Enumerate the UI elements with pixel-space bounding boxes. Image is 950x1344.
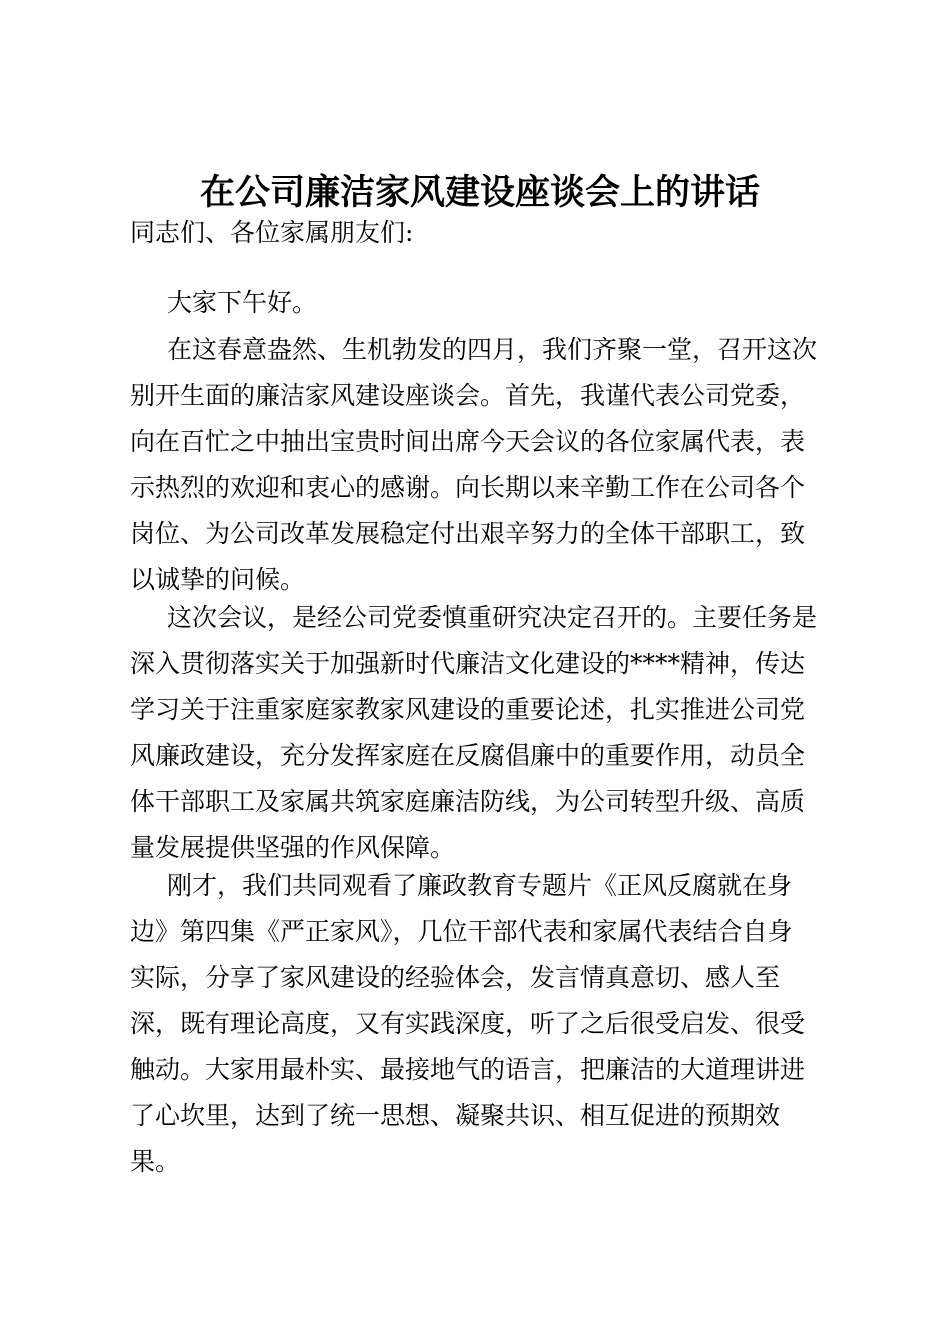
paragraph-3 [130,595,830,871]
paragraph-line: 别开生面的廉洁家风建设座谈会。首先，我谨代表公司党委， [130,381,806,410]
paragraph-line: 果。 [130,1147,181,1176]
paragraph-line: 了心坎里，达到了统一思想、凝聚共识、相互促进的预期效 [130,1101,781,1130]
paragraph-line: 刚才，我们共同观看了廉政教育专题片《正风反腐就在身 [167,871,793,900]
paragraph-line: 大家下午好。 [167,288,318,317]
paragraph-line: 这次会议，是经公司党委慎重研究决定召开的。主要任务是 [167,603,818,632]
paragraph-line: 岗位、为公司改革发展稳定付出艰辛努力的全体干部职工，致 [130,519,806,548]
paragraph-line: 触动。大家用最朴实、最接地气的语言，把廉洁的大道理讲进 [130,1055,806,1084]
paragraph-line: 在这春意盎然、生机勃发的四月，我们齐聚一堂，召开这次 [167,335,818,364]
paragraph-line: 量发展提供坚强的作风保障。 [130,833,456,862]
paragraph-2 [130,327,830,603]
greeting-line: 同志们、各位家属朋友们: [130,218,414,247]
paragraph-1 [130,280,830,326]
paragraph-line: 实际，分享了家风建设的经验体会，发言情真意切、感人至 [130,963,781,992]
paragraph-line: 深，既有理论高度，又有实践深度，听了之后很受启发、很受 [130,1009,806,1038]
paragraph-line: 体干部职工及家属共筑家庭廉洁防线，为公司转型升级、高质 [130,787,806,816]
paragraph-line: 深入贯彻落实关于加强新时代廉洁文化建设的****精神，传达 [130,649,806,678]
paragraph-line: 向在百忙之中抽出宝贵时间出席今天会议的各位家属代表，表 [130,427,806,456]
paragraph-line: 风廉政建设，充分发挥家庭在反腐倡廉中的重要作用，动员全 [130,741,806,770]
document-title: 在公司廉洁家风建设座谈会上的讲话 [199,172,760,213]
paragraph-line: 边》第四集《严正家风》，几位干部代表和家属代表结合自身 [130,917,793,946]
paragraph-line: 示热烈的欢迎和衷心的感谢。向长期以来辛勤工作在公司各个 [130,473,806,502]
paragraph-4 [130,863,830,1185]
paragraph-line: 以诚挚的问候。 [130,565,306,594]
paragraph-line: 学习关于注重家庭家教家风建设的重要论述，扎实推进公司党 [130,695,806,724]
